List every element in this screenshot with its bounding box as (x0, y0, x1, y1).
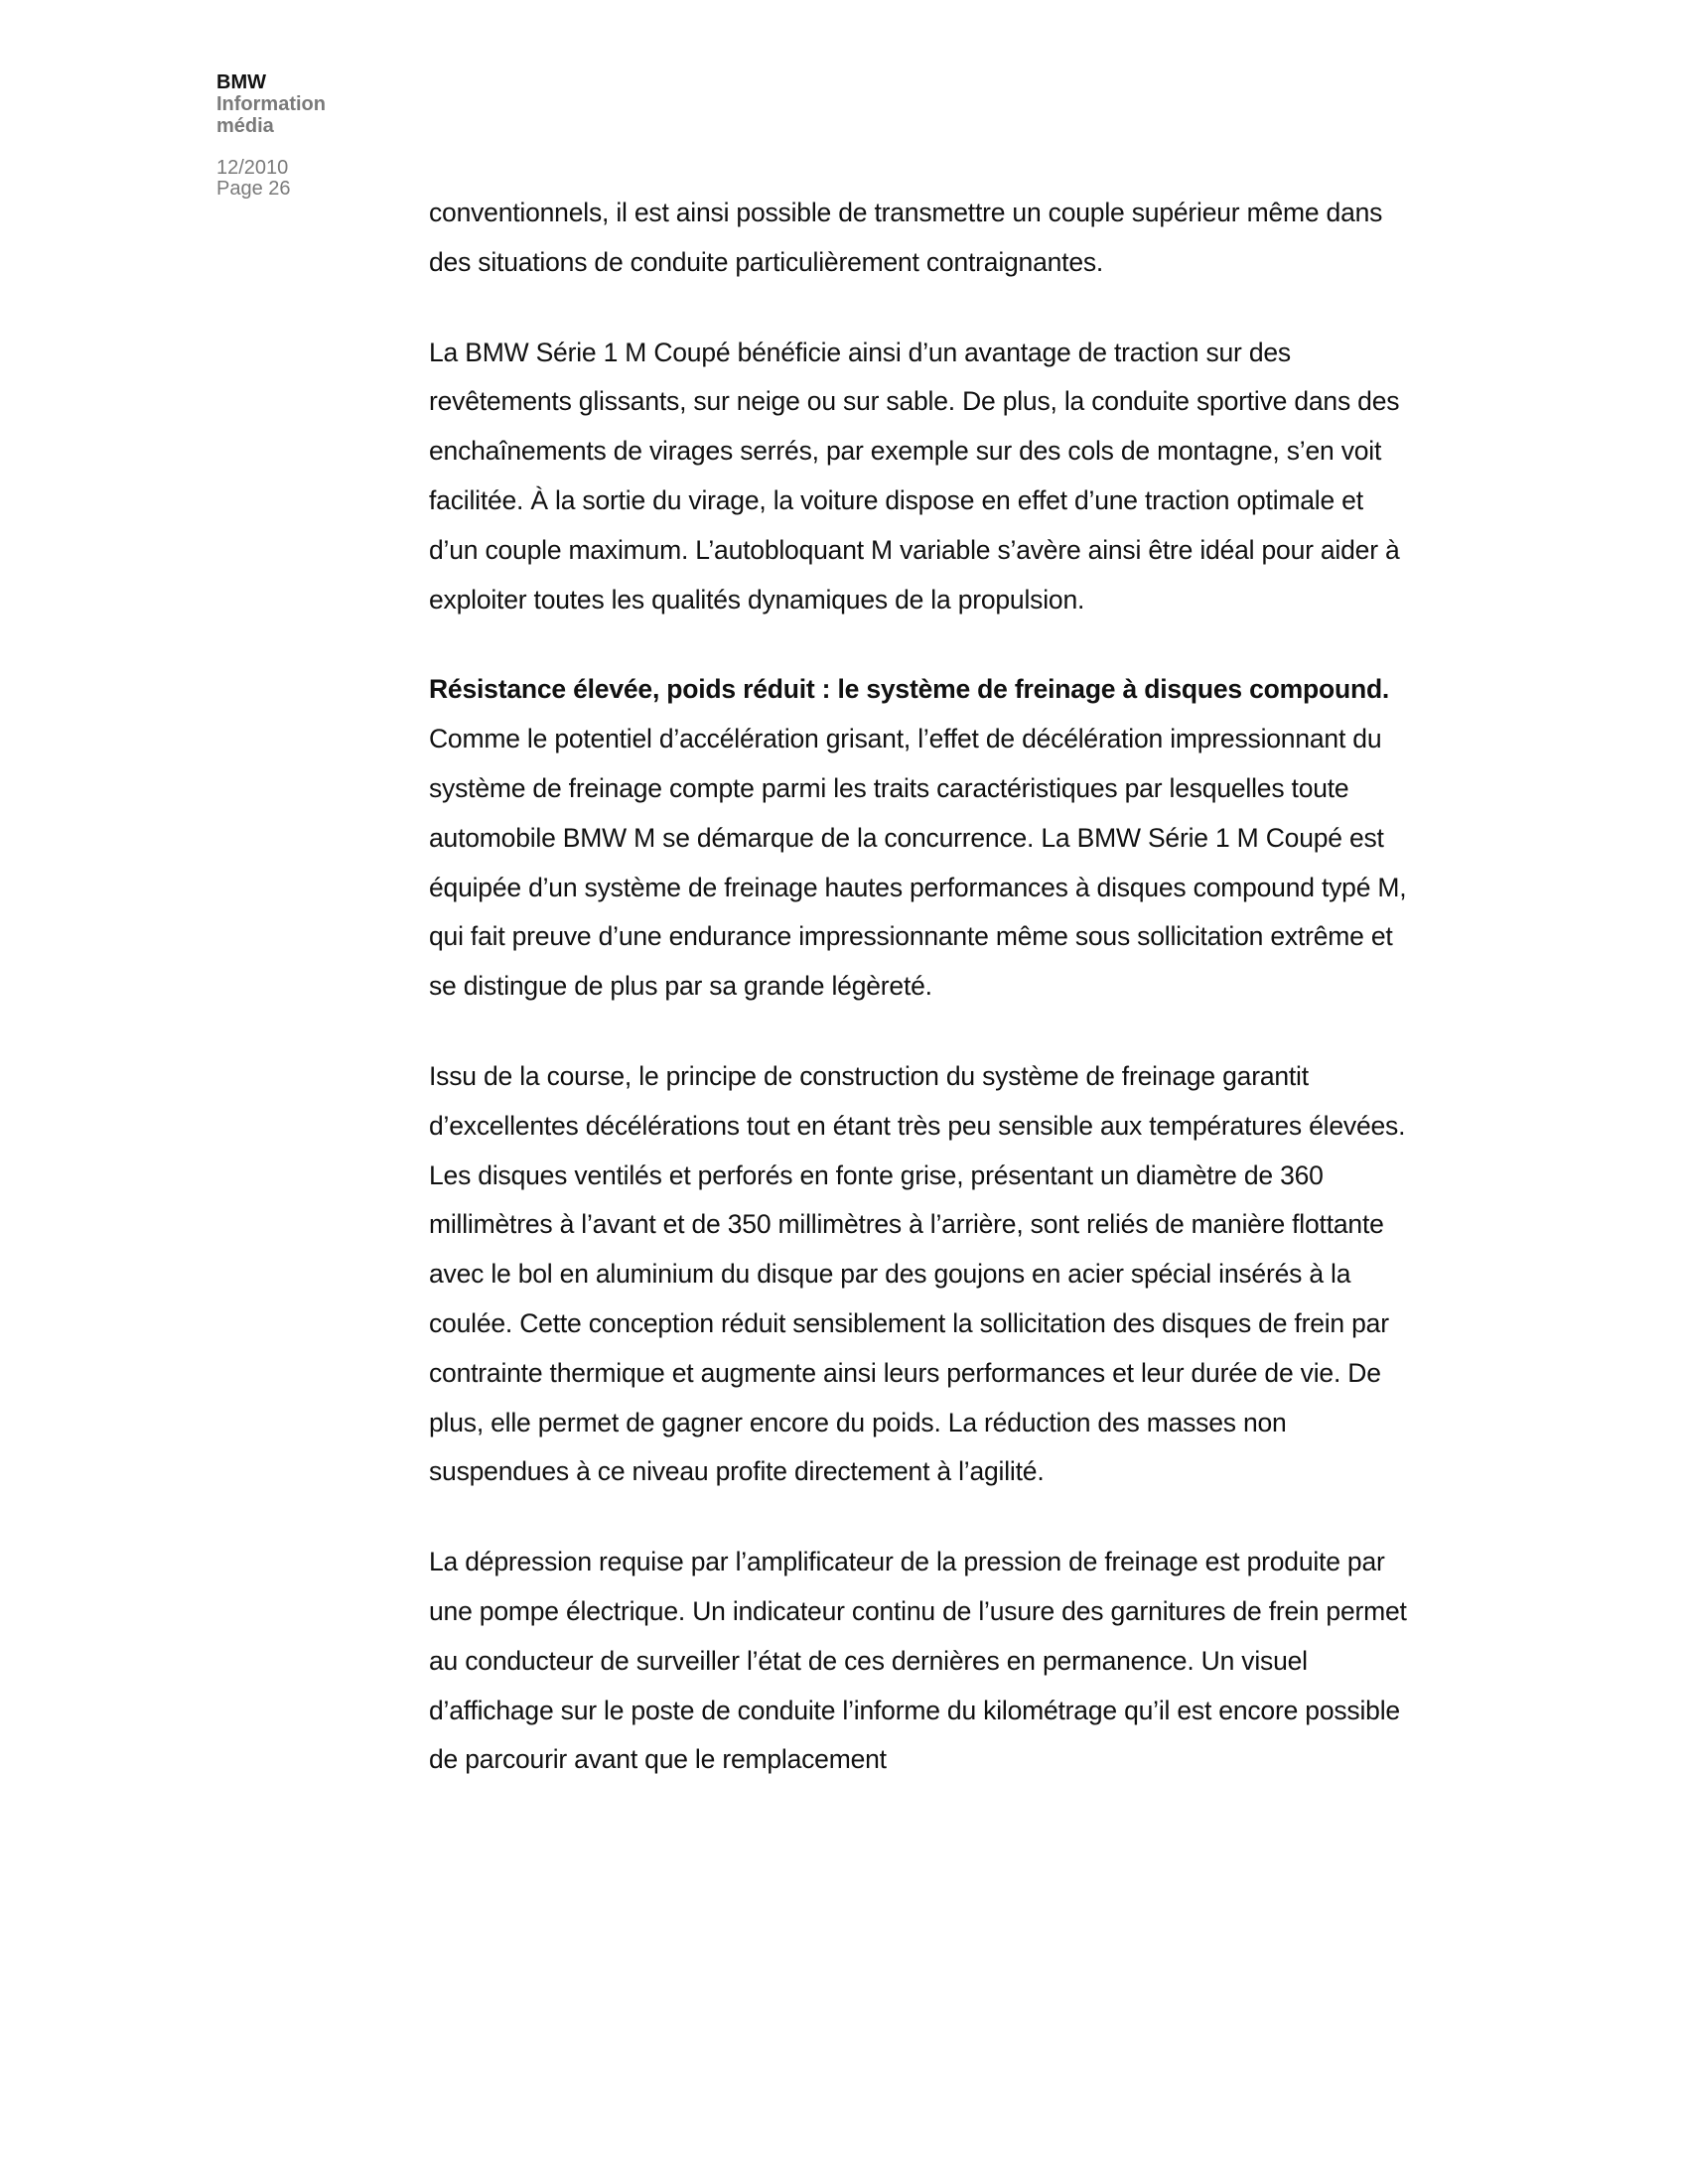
paragraph-4: Issu de la course, le principe de construction du système de freinage garantit d’excellentes décélérations tout en étant très peu sensible aux températures élevées. Les disques ventilés et perforés en fonte grise, présentant un diamètre de 360 millimètres à l’avant et de 350 millimètres à l’arrière, sont reliés de manière flottante avec le bol en aluminium du disque par des goujons en acier spécial insérés à la coulée. Cette conception réduit sensiblement la sollicitation des disques de frein par contrainte thermique et augmente ainsi leurs performances et leur durée de vie. De plus, elle permet de gagner encore du poids. La réduction des masses non suspendues à ce niveau profite directement à l’agilité. (429, 1060, 1406, 1487)
brand-name: BMW (216, 71, 266, 93)
document-meta (216, 158, 395, 200)
paragraph-2: La BMW Série 1 M Coupé bénéficie ainsi d’un avantage de traction sur des revêtements glissants, sur neige ou sur sable. De plus, la conduite sportive dans des enchaînements de virages serrés, par exemple sur des cols de montagne, s’en voit facilitée. À la sortie du virage, la voiture dispose en effet d’une traction optimale et d’un couple maximum. L’autobloquant M variable s’avère ainsi être idéal pour aider à exploiter toutes les qualités dynamiques de la propulsion. (429, 337, 1400, 614)
document-body (429, 189, 1412, 1826)
page-number: Page 26 (216, 178, 291, 200)
brand-subtitle-line2: média (216, 115, 274, 137)
paragraph-1: conventionnels, il est ainsi possible de transmettre un couple supérieur même dans des situations de conduite particulièrement contraignantes. (429, 198, 1383, 277)
document-date: 12/2010 (216, 157, 289, 179)
paragraph-3: Comme le potentiel d’accélération grisant, l’effet de décélération impressionnant du système de freinage compte parmi les traits caractéristiques par lesquelles toute automobile BMW M se démarque de la concurrence. La BMW Série 1 M Coupé est équipée d’un système de freinage hautes performances à disques compound typé M, qui fait preuve d’une endurance impressionnante même sous sollicitation extrême et se distingue de plus par sa grande légèreté. (429, 724, 1407, 1002)
document-header (216, 71, 395, 200)
brand-subtitle-line1: Information (216, 93, 326, 115)
paragraph-5: La dépression requise par l’amplificateur de la pression de freinage est produite par une pompe électrique. Un indicateur continu de l’usure des garnitures de frein permet au conducteur de surveiller l’état de ces dernières en permanence. Un visuel d’affichage sur le poste de conduite l’informe du kilométrage qu’il est encore possible de parcourir avant que le remplacement (429, 1547, 1407, 1775)
section-heading: Résistance élevée, poids réduit : le système de freinage à disques compound. (429, 674, 1390, 705)
